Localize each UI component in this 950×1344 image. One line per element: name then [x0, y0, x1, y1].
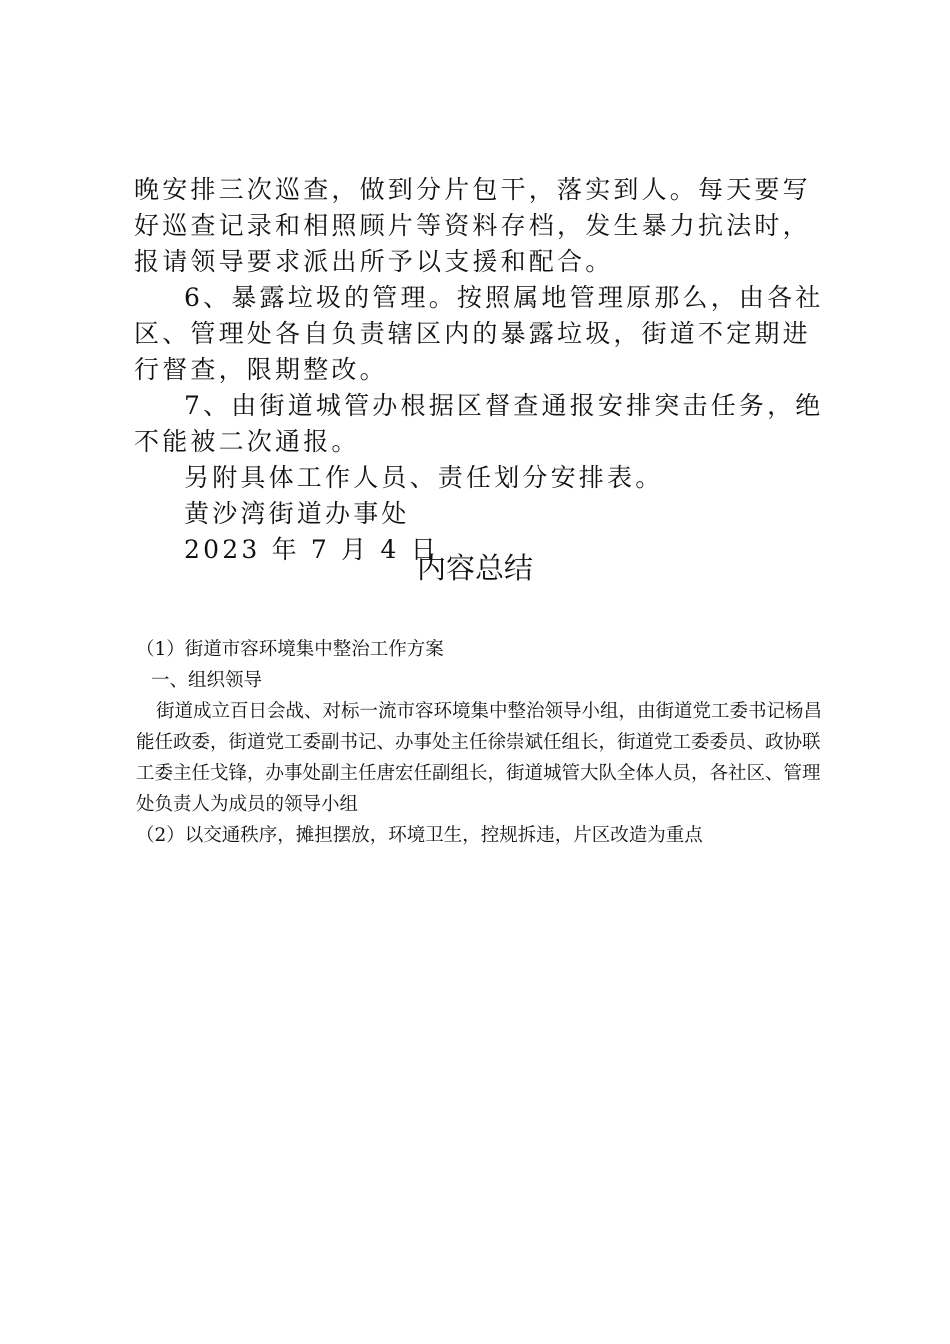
summary-line-1: （1）街道市容环境集中整治工作方案	[136, 639, 444, 660]
signature-org: 黄沙湾街道办事处	[184, 499, 410, 528]
summary-line-3: 街道成立百日会战、对标一流市容环境集中整治领导小组，由街道党工委书记杨昌能任政委，街道党工委副书记、办事处主任徐崇斌任组长，街道党工委委员、政协联工委主任戈锋，办事处副主任唐宏任副组长，街道城管大队全体人员，各社区、管理处负责人为成员的领导小组	[136, 701, 823, 815]
summary-line-2: 一、组织领导	[151, 670, 263, 691]
paragraph-item-6: 6、暴露垃圾的管理。按照属地管理原那么，由各社区、管理处各自负责辖区内的暴露垃圾，街道不定期进行督查，限期整改。	[134, 283, 824, 384]
signature-date: 2023 年 7 月 4 日	[184, 535, 439, 564]
document-body	[134, 172, 824, 568]
paragraph-patrol: 晚安排三次巡查，做到分片包干，落实到人。每天要写好巡查记录和相照顾片等资料存档，发生暴力抗法时，报请领导要求派出所予以支援和配合。	[134, 175, 811, 276]
summary-title: 内容总结	[416, 551, 533, 585]
paragraph-item-7: 7、由街道城管办根据区督查通报安排突击任务，绝不能被二次通报。	[134, 391, 824, 456]
summary-line-4: （2）以交通秩序，摊担摆放，环境卫生，控规拆违，片区改造为重点	[136, 825, 703, 846]
paragraph-attachment: 另附具体工作人员、责任划分安排表。	[184, 463, 664, 492]
summary-section	[136, 634, 826, 851]
